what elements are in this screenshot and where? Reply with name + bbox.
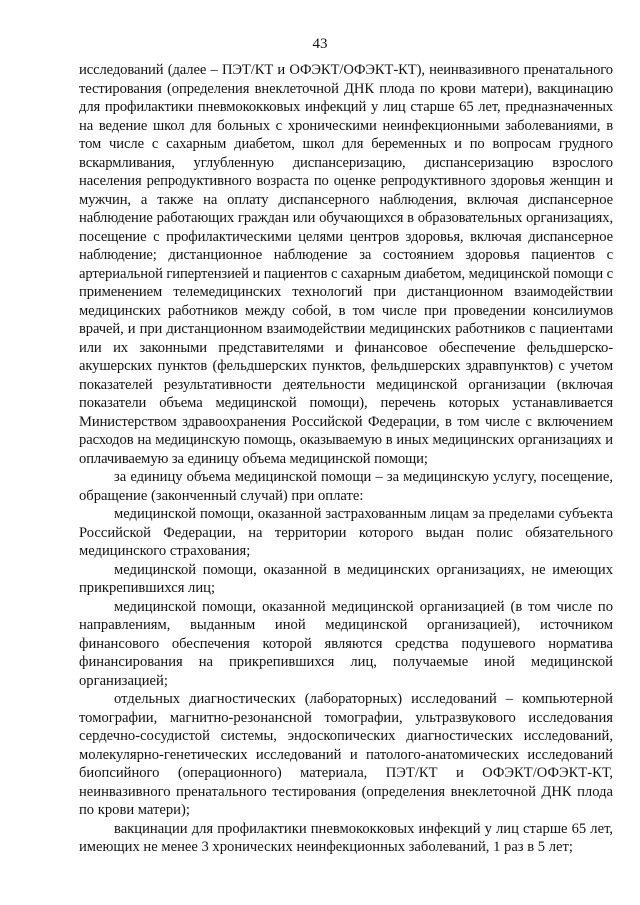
paragraph-diagnostic-studies: отдельных диагностических (лабораторных) исследований – компьютерной томографии, магнитно-резонансной томографии, ультразвукового исследования сердечно-сосудистой системы, эндоскопических диагностических исследований, молекулярно-генетических исследований и патолого-анатомических исследований биопсийного (операционного) материала, ПЭТ/КТ и ОФЭКТ/ОФЭКТ-КТ, неинвазивного пренатального тестирования (определения внеклеточной ДНК плода по крови матери); xyxy=(79,691,613,818)
page-number: 43 xyxy=(312,36,328,52)
paragraph-no-attached-persons: медицинской помощи, оказанной в медицинских организациях, не имеющих прикрепившихся лиц; xyxy=(79,561,613,596)
paragraph-unit-of-volume: за единицу объема медицинской помощи – за медицинскую услугу, посещение, обращение (законченный случай) при оплате: xyxy=(79,469,613,504)
paragraph-vaccination: вакцинации для профилактики пневмококковых инфекций у лиц старше 65 лет, имеющих не менее 3 хронических неинфекционных заболеваний, 1 раз в 5 лет; xyxy=(79,820,613,855)
paragraph-other-organization: медицинской помощи, оказанной медицинской организацией (в том числе по направлениям, выданным иной медицинской организацией), источником финансового обеспечения которой являются средства подушевого норматива финансирования на прикрепившихся лиц, получаемые иной медицинской организацией; xyxy=(79,598,613,689)
paragraph-continuation: исследований (далее – ПЭТ/КТ и ОФЭКТ/ОФЭКТ-КТ), неинвазивного пренатального тестирования (определения внеклеточной ДНК плода по крови матери), вакцинацию для профилактики пневмококковых инфекций у лиц старше 65 лет, предназначенных на ведение школ для больных с хроническими неинфекционными заболеваниями, в том числе с сахарным диабетом, школ для беременных и по вопросам грудного вскармливания, углубленную диспансеризацию, диспансеризацию взрослого населения репродуктивного возраста по оценке репродуктивного здоровья женщин и мужчин, а также на оплату диспансерного наблюдения, включая диспансерное наблюдение работающих граждан или обучающихся в образовательных организациях, посещение с профилактическими целями центров здоровья, включая диспансерное наблюдение; дистанционное наблюдение за состоянием здоровья пациентов с артериальной гипертензией и пациентов с сахарным диабетом, медицинской помощи с применением телемедицинских технологий при дистанционном взаимодействии медицинских работников между собой, в том числе при проведении консилиумов врачей, и при дистанционном взаимодействии медицинских работников с пациентами или их законными представителями и финансовое обеспечение фельдшерско-акушерских пунктов (фельдшерских пунктов, фельдшерских здравпунктов) с учетом показателей результативности деятельности медицинской организации (включая показатели объема медицинской помощи), перечень которых устанавливается Министерством здравоохранения Российской Федерации, в том числе с включением расходов на медицинскую помощь, оказываемую в иных медицинских организациях и оплачиваемую за единицу объема медицинской помощи; xyxy=(79,62,613,467)
paragraph-outside-region: медицинской помощи, оказанной застрахованным лицам за пределами субъекта Российской Федерации, на территории которого выдан полис обязательного медицинского страхования; xyxy=(79,506,613,559)
document-body xyxy=(79,61,613,857)
